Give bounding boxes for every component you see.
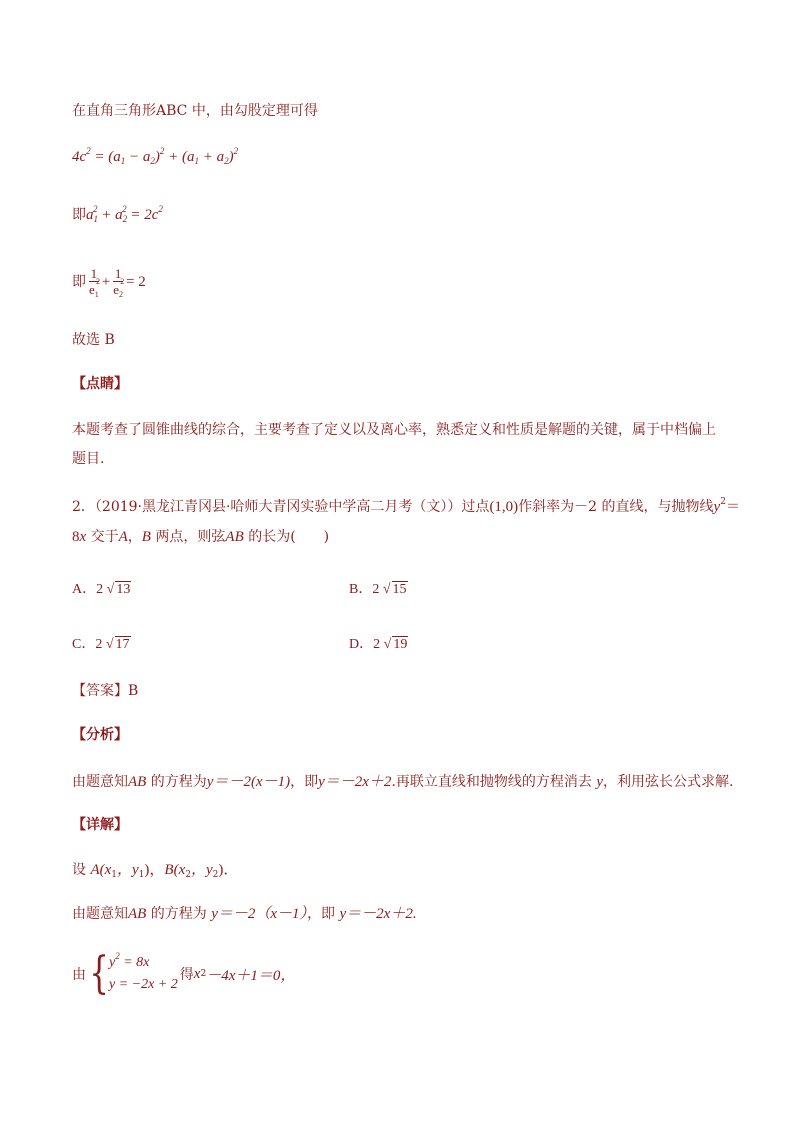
text-choose-b: 故选 B	[72, 332, 115, 348]
option-a: A．2 √ 13	[72, 582, 131, 597]
heading-xiangjie: 【详解】	[72, 817, 128, 833]
text-pythagoras: 在直角三角形ABC 中，由勾股定理可得	[72, 103, 318, 119]
fraction-1-e2: 1 e 2 $_2$	[113, 266, 125, 299]
text-line-pythagoras	[72, 104, 318, 118]
question-2-line-2: 8x 交于A，B 两点，则弦AB 的长为( )	[72, 529, 330, 545]
brace-icon: {	[89, 948, 109, 1000]
question-2-line-1: 2．（2019·黑龙江青冈县·哈师大青冈实验中学高二月考（文））过点(1,0)作斜率为－2 的直线，与抛物线$y^2=$	[72, 497, 740, 515]
equation-sum-squares: 即$a_1^2 + a_2^2 = 2c^2$	[72, 204, 163, 224]
system-row-1: $y^2 = 8x$	[109, 951, 150, 970]
text-dianjing-2: 题目.	[72, 451, 105, 467]
option-d: D．2 √ 19	[349, 637, 408, 652]
heading-dianjing: 【点睛】	[72, 376, 128, 392]
fraction-1-e1: 1 e 2 $_1$	[89, 266, 100, 299]
system-row-2: y = −2x + 2	[109, 977, 178, 993]
option-b: B．2 √ 15	[349, 582, 407, 597]
text-analysis: 由题意知AB 的方程为y＝－2(x－1)，即y＝－2x＋2.再联立直线和抛物线的方程消去 y，利用弦长公式求解.	[72, 774, 734, 790]
heading-fenxi: 【分析】	[72, 727, 128, 743]
text-dianjing-1: 本题考查了圆锥曲线的综合，主要考查了定义以及离心率，熟悉定义和性质是解题的关键，属于中档偏上	[72, 422, 716, 438]
text-set-points: 设 $A(x_1$，$y_1$)，$B(x_2$，$y_2$)．	[72, 862, 239, 880]
answer-line: 【答案】B	[72, 683, 139, 699]
text-line-equation: 由题意知AB 的方程为 y＝－2（x－1），即 y＝－2x＋2.	[72, 906, 417, 922]
equation-fraction-sum: 即 1 e 2 $_1$ + 1 e 2 $_2$ = 2	[72, 266, 146, 299]
equation-system: 由 { $y^2 = 8x$ y = −2x + 2 得 x 2 －4x＋1＝0，	[72, 948, 296, 1000]
option-c: C．2 √ 17	[72, 637, 130, 652]
equation-4c2: $4c^2 = (a_1 - a_2)^2 + (a_1 + a_2)^2$	[72, 146, 239, 166]
